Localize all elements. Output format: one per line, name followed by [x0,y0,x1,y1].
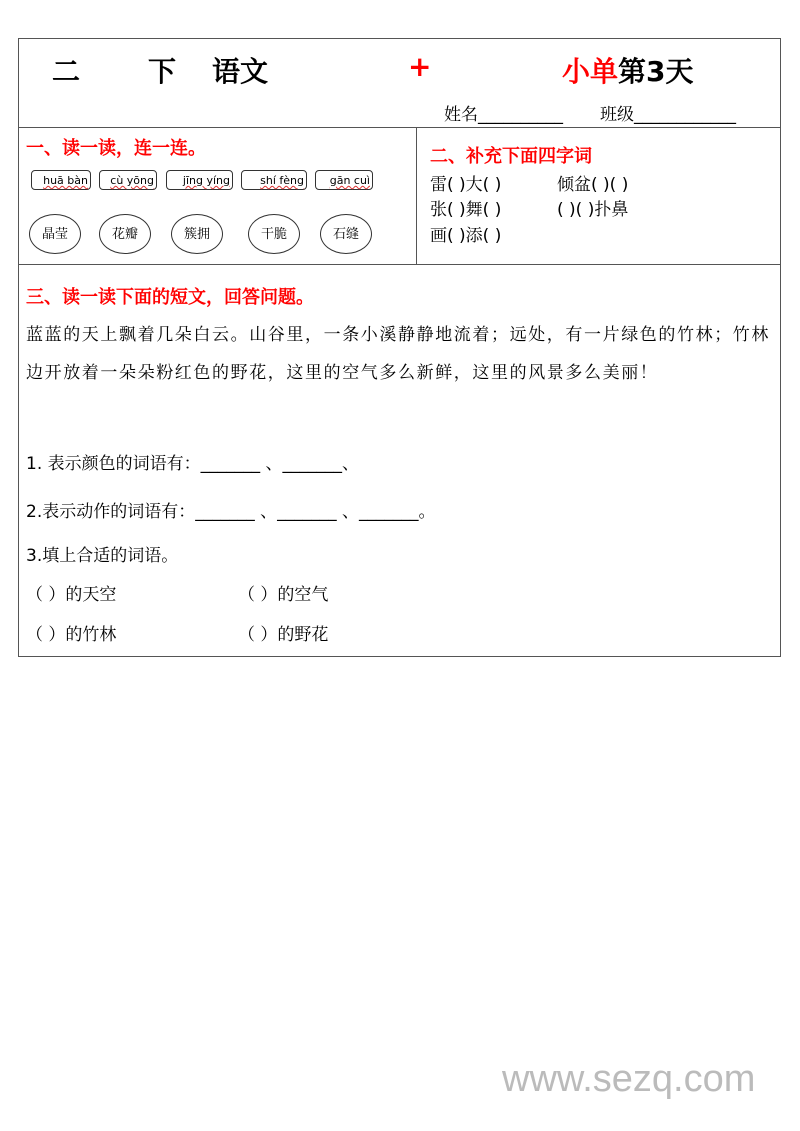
fill-item: （ ）的竹林 [26,625,117,645]
idiom-item: 倾盆( )( ) [557,175,629,195]
divider [18,264,781,265]
fill-item: （ ）的野花 [238,625,329,645]
day-title [562,50,694,90]
question-3: 3.填上合适的词语。 [26,546,179,566]
grade: 二 [52,55,81,88]
subject: 语文 [212,55,269,88]
title-black: 第3天 [618,55,694,88]
word-oval: 晶莹 [29,214,81,254]
idiom-item: 张( )舞( ) [430,200,502,220]
section3-title: 三、读一读下面的短文，回答问题。 [26,287,314,308]
pinyin-box: jīng yíng [166,170,233,190]
fill-item: （ ）的天空 [26,585,117,605]
fill-item: （ ）的空气 [238,585,329,605]
pinyin-box: shí fèng [241,170,307,190]
word-oval: 花瓣 [99,214,151,254]
pinyin-box: gān cuì [315,170,373,190]
passage: 蓝蓝的天上飘着几朵白云。山谷里，一条小溪静静地流着；远处，有一片绿色的竹林；竹林边开放着一朵朵粉红色的野花，这里的空气多么新鲜，这里的风景多么美丽！ [26,325,770,383]
section2-title: 二、补充下面四字词 [430,146,592,167]
divider [416,127,417,264]
term: 下 [148,55,177,88]
plus-sign: + [408,50,432,83]
question-2: 2.表示动作的词语有：_______ 、_______ 、_______。 [26,502,436,522]
idiom-item: ( )( )扑鼻 [557,200,629,220]
watermark: www.sezq.com [502,1058,756,1100]
pinyin-box: huā bàn [31,170,91,190]
word-oval: 簇拥 [171,214,223,254]
class-field[interactable]: 班级____________ [600,105,736,125]
title-red: 小单 [562,55,619,88]
pinyin-box: cù yōng [99,170,157,190]
question-1: 1. 表示颜色的词语有：_______ 、_______、 [26,454,360,474]
divider [18,127,781,128]
section1-title: 一、读一读，连一连。 [26,138,206,159]
idiom-item: 雷( )大( ) [430,175,502,195]
idiom-item: 画( )添( ) [430,226,502,246]
word-oval: 干脆 [248,214,300,254]
word-oval: 石缝 [320,214,372,254]
name-field[interactable]: 姓名__________ [444,105,563,125]
